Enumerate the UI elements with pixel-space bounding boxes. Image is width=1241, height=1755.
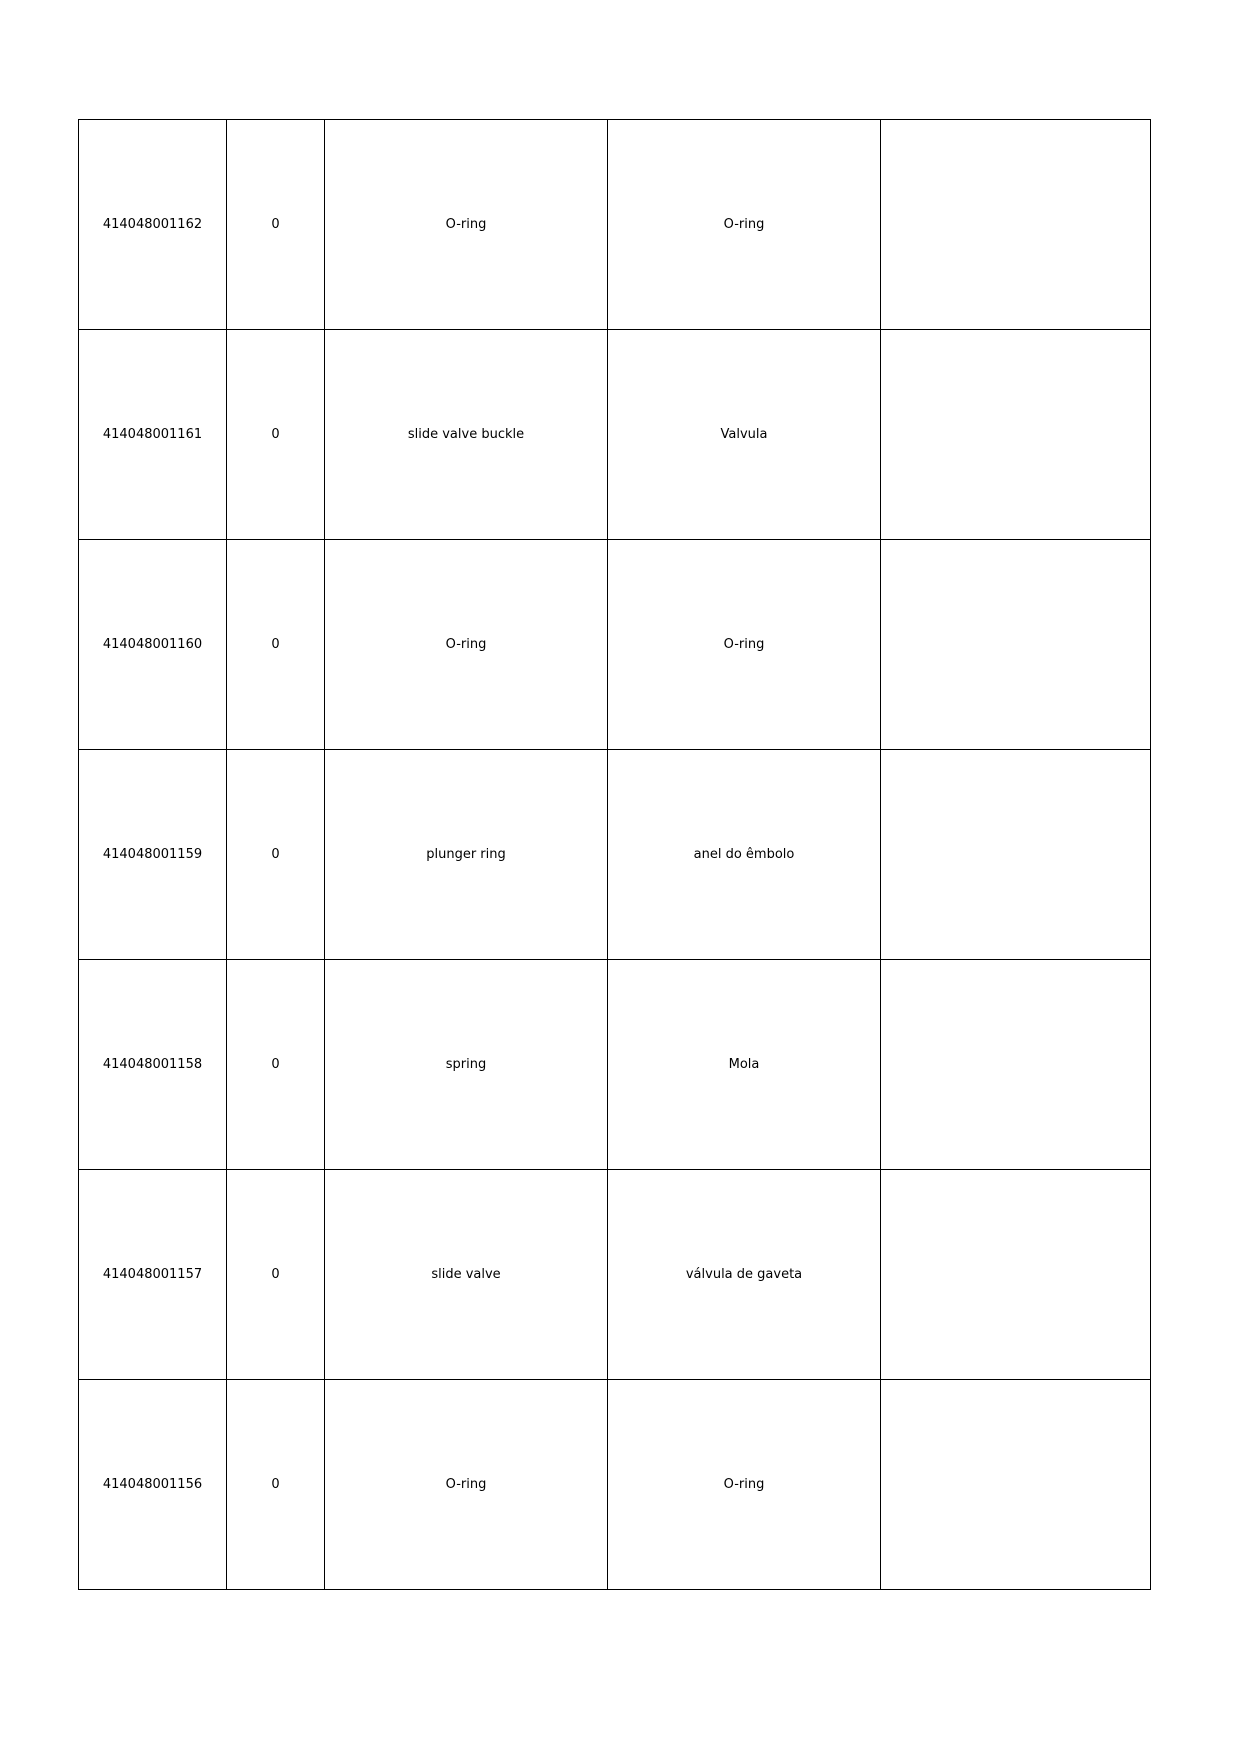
part-code-cell: 414048001157 xyxy=(79,1170,227,1380)
part-code-cell: 414048001161 xyxy=(79,330,227,540)
portuguese-name-cell: O-ring xyxy=(608,120,881,330)
part-code-cell: 414048001158 xyxy=(79,960,227,1170)
table-row xyxy=(79,960,1151,1170)
table-row xyxy=(79,1380,1151,1590)
note-cell xyxy=(881,1170,1151,1380)
portuguese-name-cell: anel do êmbolo xyxy=(608,750,881,960)
quantity-cell: 0 xyxy=(227,330,325,540)
english-name-cell: O-ring xyxy=(325,540,608,750)
quantity-cell: 0 xyxy=(227,750,325,960)
quantity-cell: 0 xyxy=(227,540,325,750)
table-row xyxy=(79,540,1151,750)
quantity-cell: 0 xyxy=(227,1380,325,1590)
quantity-cell: 0 xyxy=(227,120,325,330)
english-name-cell: plunger ring xyxy=(325,750,608,960)
part-code-cell: 414048001162 xyxy=(79,120,227,330)
portuguese-name-cell: Valvula xyxy=(608,330,881,540)
note-cell xyxy=(881,1380,1151,1590)
parts-table xyxy=(78,119,1151,1590)
note-cell xyxy=(881,330,1151,540)
english-name-cell: slide valve buckle xyxy=(325,330,608,540)
quantity-cell: 0 xyxy=(227,960,325,1170)
note-cell xyxy=(881,750,1151,960)
portuguese-name-cell: Mola xyxy=(608,960,881,1170)
quantity-cell: 0 xyxy=(227,1170,325,1380)
table-row xyxy=(79,330,1151,540)
english-name-cell: spring xyxy=(325,960,608,1170)
note-cell xyxy=(881,540,1151,750)
english-name-cell: slide valve xyxy=(325,1170,608,1380)
table-row xyxy=(79,1170,1151,1380)
english-name-cell: O-ring xyxy=(325,120,608,330)
portuguese-name-cell: O-ring xyxy=(608,540,881,750)
table-row xyxy=(79,120,1151,330)
part-code-cell: 414048001159 xyxy=(79,750,227,960)
note-cell xyxy=(881,960,1151,1170)
part-code-cell: 414048001156 xyxy=(79,1380,227,1590)
note-cell xyxy=(881,120,1151,330)
portuguese-name-cell: O-ring xyxy=(608,1380,881,1590)
part-code-cell: 414048001160 xyxy=(79,540,227,750)
portuguese-name-cell: válvula de gaveta xyxy=(608,1170,881,1380)
english-name-cell: O-ring xyxy=(325,1380,608,1590)
table-row xyxy=(79,750,1151,960)
